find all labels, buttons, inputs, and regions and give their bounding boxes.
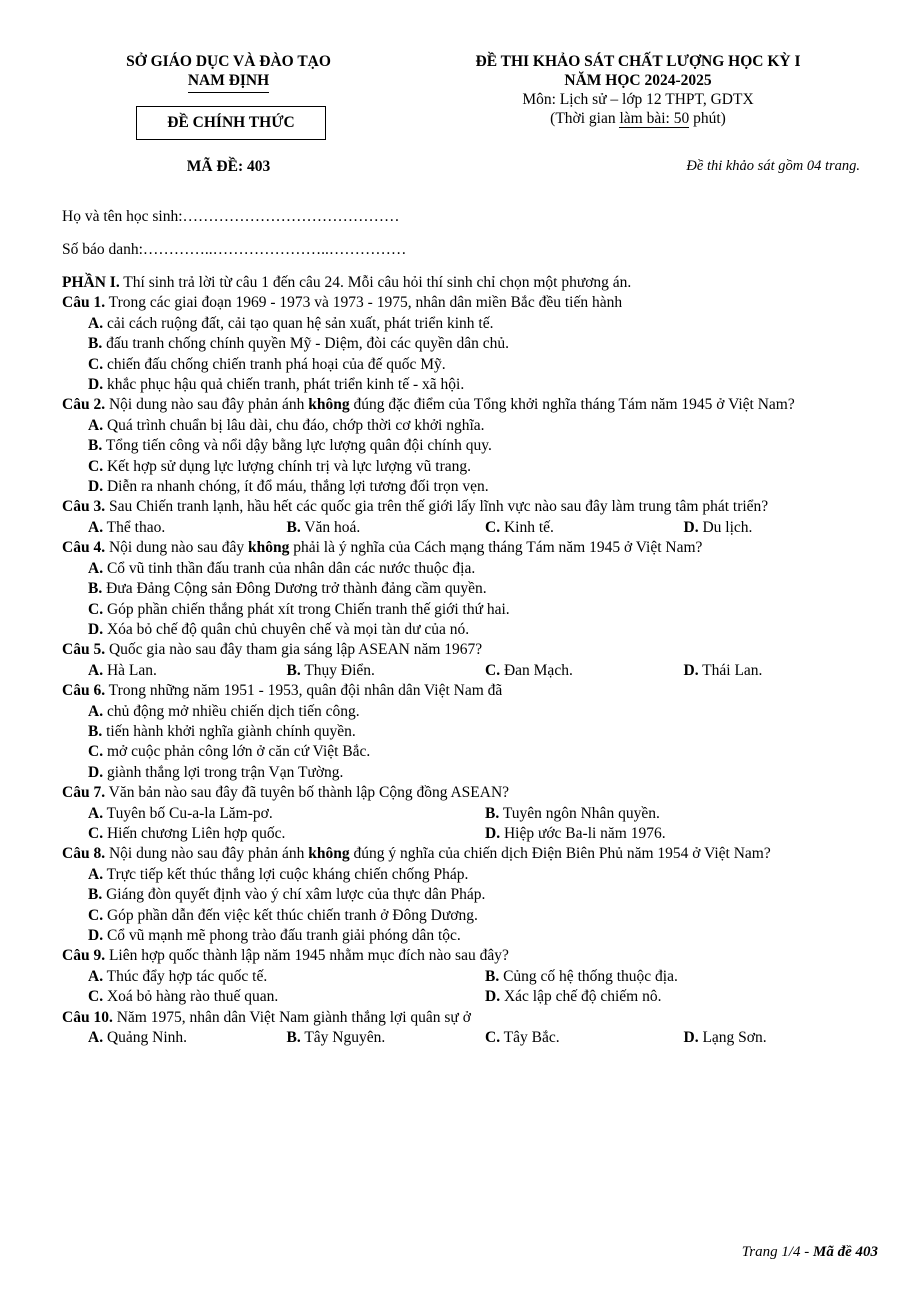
answer-option [62,559,882,579]
option-text: Hiệp ước Ba-li năm 1976. [500,824,666,842]
exam-title: ĐỀ THI KHẢO SÁT CHẤT LƯỢNG HỌC KỲ I [475,53,801,70]
answer-option [62,926,882,946]
option-text: Củng cố hệ thống thuộc địa. [499,967,678,985]
option-text: Thể thao. [103,518,166,536]
options-row [62,824,882,844]
answer-option [88,824,485,844]
duration-line [550,109,726,128]
student-name-line: Họ và tên học sinh:…………………………………… [62,208,400,225]
option-text: chiến đấu chống chiến tranh phá hoại của đế quốc Mỹ. [103,355,446,373]
answer-option [62,722,882,742]
option-letter: B. [286,661,301,679]
option-text: Xác lập chế độ chiếm nô. [500,988,662,1006]
option-letter: D. [88,376,104,394]
answer-option [485,1028,684,1048]
option-letter: D. [683,661,699,679]
answer-option [684,1028,883,1048]
option-letter: C. [88,824,104,842]
question-7 [62,783,882,803]
option-text: Góp phần chiến thắng phát xít trong Chiến tranh thế giới thứ hai. [103,600,510,618]
option-text: khắc phục hậu quả chiến tranh, phát triển kinh tế - xã hội. [103,376,465,394]
pages-note: Đề thi khảo sát gồm 04 trang. [686,158,860,174]
answer-option [88,518,287,538]
question-number: Câu 6. [62,682,106,700]
question-text-continued: đúng ý nghĩa của chiến dịch Điện Biên Phủ năm 1954 ở Việt Nam? [349,845,771,863]
answer-option [62,865,882,885]
option-letter: B. [286,1029,301,1047]
option-letter: B. [286,518,301,536]
option-letter: C. [485,661,501,679]
answer-option [62,620,882,640]
answer-option [62,436,882,456]
question-text: Nội dung nào sau đây phản ánh [105,396,309,414]
option-letter: D. [88,927,104,944]
answer-option [62,314,882,334]
option-letter: B. [88,335,103,353]
option-text: Góp phần dẫn đến việc kết thúc chiến tranh ở Đông Dương. [103,906,478,924]
option-letter: D. [485,988,501,1006]
answer-option [485,824,882,844]
answer-option [485,987,882,1007]
options-row [62,1028,882,1048]
answer-option [62,600,882,620]
answer-option [62,334,882,354]
answer-option [62,885,882,905]
question-1 [62,293,882,313]
answer-option [485,518,684,538]
question-text: Trong các giai đoạn 1969 - 1973 và 1973 - 1975, nhân dân miền Bắc đều tiến hành [105,294,623,312]
option-letter: D. [88,763,104,781]
answer-option [485,967,882,987]
option-letter: C. [485,518,501,536]
answer-option [62,702,882,722]
question-keyword: không [308,396,350,414]
option-letter: A. [88,416,104,434]
option-text: Tuyên bố Cu-a-la Lăm-pơ. [103,804,273,822]
option-letter: A. [88,518,104,536]
question-text: Nội dung nào sau đây [105,539,248,557]
answer-option [287,661,486,681]
option-letter: B. [485,967,500,985]
question-5 [62,640,882,660]
answer-option [287,1028,486,1048]
question-8 [62,844,882,864]
answer-option [62,477,882,497]
option-text: chủ động mở nhiều chiến dịch tiến công. [103,702,360,720]
answer-option [88,967,485,987]
option-letter: C. [88,457,104,475]
page-number: Trang 1/4 - [741,1244,813,1260]
answer-option [88,987,485,1007]
option-text: Thụy Điển. [300,661,375,679]
part-text: Thí sinh trả lời từ câu 1 đến câu 24. Mỗi câu hỏi thí sinh chỉ chọn một phương án. [119,274,632,291]
answer-option [62,416,882,436]
option-letter: C. [88,743,104,761]
answer-option [684,661,883,681]
exam-code: MÃ ĐỀ: 403 [186,158,271,175]
questions-section [62,273,882,1048]
option-letter: A. [88,702,104,720]
option-text: Thái Lan. [698,661,763,679]
option-text: Diễn ra nhanh chóng, ít đổ máu, thắng lợi tương đối trọn vẹn. [103,478,489,496]
question-text: Liên hợp quốc thành lập năm 1945 nhằm mục đích nào sau đây? [105,947,509,965]
question-4 [62,538,882,558]
option-letter: A. [88,559,104,577]
option-text: Kết hợp sử dụng lực lượng chính trị và lực lượng vũ trang. [103,457,472,475]
option-text: mở cuộc phản công lớn ở căn cứ Việt Bắc. [103,743,371,761]
option-text: Xóa bỏ chế độ quân chủ chuyên chế và mọi tàn dư của nó. [103,620,470,638]
option-text: Kinh tế. [500,518,554,536]
question-text: Quốc gia nào sau đây tham gia sáng lập ASEAN năm 1967? [105,641,483,659]
question-text: Sau Chiến tranh lạnh, hầu hết các quốc gia trên thế giới lấy lĩnh vực nào sau đây làm trung tâm phát triển? [105,498,769,516]
answer-option [62,579,882,599]
page-footer [742,1244,878,1261]
subject-line: Môn: Lịch sử – lớp 12 THPT, GDTX [522,91,754,108]
options-row [62,967,882,987]
option-letter: A. [88,967,104,985]
option-text: giành thắng lợi trong trận Vạn Tường. [103,763,344,781]
question-number: Câu 1. [62,294,106,312]
answer-option [62,763,882,783]
department-name: SỞ GIÁO DỤC VÀ ĐÀO TẠO [126,53,331,70]
question-text: Năm 1975, nhân dân Việt Nam giành thắng lợi quân sự ở [112,1008,471,1026]
question-2 [62,395,882,415]
option-letter: C. [88,600,104,618]
option-text: Lạng Sơn. [698,1029,767,1047]
duration-prefix: (Thời gian [550,110,620,127]
option-text: Xoá bỏ hàng rào thuế quan. [103,988,279,1006]
option-letter: B. [88,580,103,598]
option-letter: A. [88,865,104,883]
answer-option [88,1028,287,1048]
option-letter: A. [88,1029,104,1047]
question-text: Trong những năm 1951 - 1953, quân đội nhân dân Việt Nam đã [105,682,503,700]
option-letter: A. [88,804,104,822]
answer-option [88,661,287,681]
question-number: Câu 8. [62,845,106,863]
option-letter: A. [88,661,104,679]
answer-option [684,518,883,538]
option-letter: C. [88,906,104,924]
question-number: Câu 9. [62,947,106,965]
exam-title-block [408,52,868,128]
question-10 [62,1008,882,1028]
question-number: Câu 5. [62,641,106,659]
question-text: Văn bản nào sau đây đã tuyên bố thành lập Cộng đồng ASEAN? [105,784,510,802]
option-letter: D. [683,518,699,536]
options-row [62,987,882,1007]
question-3 [62,497,882,517]
duration-suffix: phút) [689,110,726,127]
option-text: Cổ vũ tinh thần đấu tranh của nhân dân các nước thuộc địa. [103,559,476,577]
option-letter: D. [485,824,501,842]
option-text: Du lịch. [698,518,753,536]
answer-option [287,518,486,538]
option-letter: C. [88,355,104,373]
option-text: Tổng tiến công và nổi dậy bằng lực lượng quân đội chính quy. [102,437,492,455]
province-name: NAM ĐỊNH [188,71,269,93]
option-text: đấu tranh chống chính quyền Mỹ - Diệm, đòi các quyền dân chủ. [102,335,509,353]
options-row [62,661,882,681]
question-text: Nội dung nào sau đây phản ánh [105,845,309,863]
option-text: Cổ vũ mạnh mẽ phong trào đấu tranh giải phóng dân tộc. [103,927,461,944]
question-keyword: không [248,539,290,557]
option-text: Văn hoá. [300,518,361,536]
official-exam-box: ĐỀ CHÍNH THỨC [136,106,326,140]
option-text: Giáng đòn quyết định vào ý chí xâm lược của thực dân Pháp. [102,886,486,904]
option-letter: B. [485,804,500,822]
option-letter: B. [88,437,103,455]
answer-option [62,742,882,762]
question-9 [62,946,882,966]
answer-option [62,906,882,926]
question-number: Câu 4. [62,539,106,557]
option-text: Tuyên ngôn Nhân quyền. [499,804,660,822]
option-text: Thúc đẩy hợp tác quốc tế. [103,967,268,985]
answer-option [485,661,684,681]
option-letter: B. [88,722,103,740]
option-letter: D. [88,620,104,638]
question-number: Câu 2. [62,396,106,414]
question-text-continued: phải là ý nghĩa của Cách mạng tháng Tám năm 1945 ở Việt Nam? [289,539,703,557]
answer-option [62,375,882,395]
question-6 [62,681,882,701]
footer-exam-code: Mã đề 403 [813,1244,878,1260]
option-text: Hà Lan. [103,661,157,679]
option-letter: B. [88,886,103,904]
option-text: Trực tiếp kết thúc thắng lợi cuộc kháng chiến chống Pháp. [103,865,469,883]
department-header [96,52,361,93]
option-text: Đan Mạch. [500,661,573,679]
school-year: NĂM HỌC 2024-2025 [564,72,712,89]
question-text-continued: đúng đặc điểm của Tổng khởi nghĩa tháng Tám năm 1945 ở Việt Nam? [349,396,795,414]
duration-underlined: làm bài: 50 [619,110,690,127]
option-text: Quá trình chuẩn bị lâu dài, chu đáo, chớp thời cơ khởi nghĩa. [103,416,485,434]
part-instruction [62,273,882,293]
answer-option [62,355,882,375]
option-text: Tây Nguyên. [300,1029,386,1047]
part-label: PHẦN I. [62,274,120,291]
option-text: Hiến chương Liên hợp quốc. [103,824,286,842]
options-row [62,518,882,538]
option-text: Đưa Đảng Cộng sản Đông Dương trở thành đảng cầm quyền. [102,580,487,598]
answer-option [88,804,485,824]
answer-option [485,804,882,824]
option-letter: D. [88,478,104,496]
question-number: Câu 10. [62,1008,113,1026]
option-text: Tây Bắc. [500,1029,560,1047]
answer-option [62,457,882,477]
student-id-line: Số báo danh:…………..…………………..…………… [62,241,407,258]
option-text: Quảng Ninh. [103,1029,188,1047]
option-letter: C. [485,1029,501,1047]
option-text: tiến hành khởi nghĩa giành chính quyền. [102,722,356,740]
option-letter: A. [88,314,104,332]
options-row [62,804,882,824]
question-number: Câu 7. [62,784,106,802]
option-letter: D. [683,1029,699,1047]
option-letter: C. [88,988,104,1006]
option-text: cải cách ruộng đất, cải tạo quan hệ sản xuất, phát triển kinh tế. [103,314,494,332]
question-keyword: không [308,845,350,863]
question-number: Câu 3. [62,498,106,516]
